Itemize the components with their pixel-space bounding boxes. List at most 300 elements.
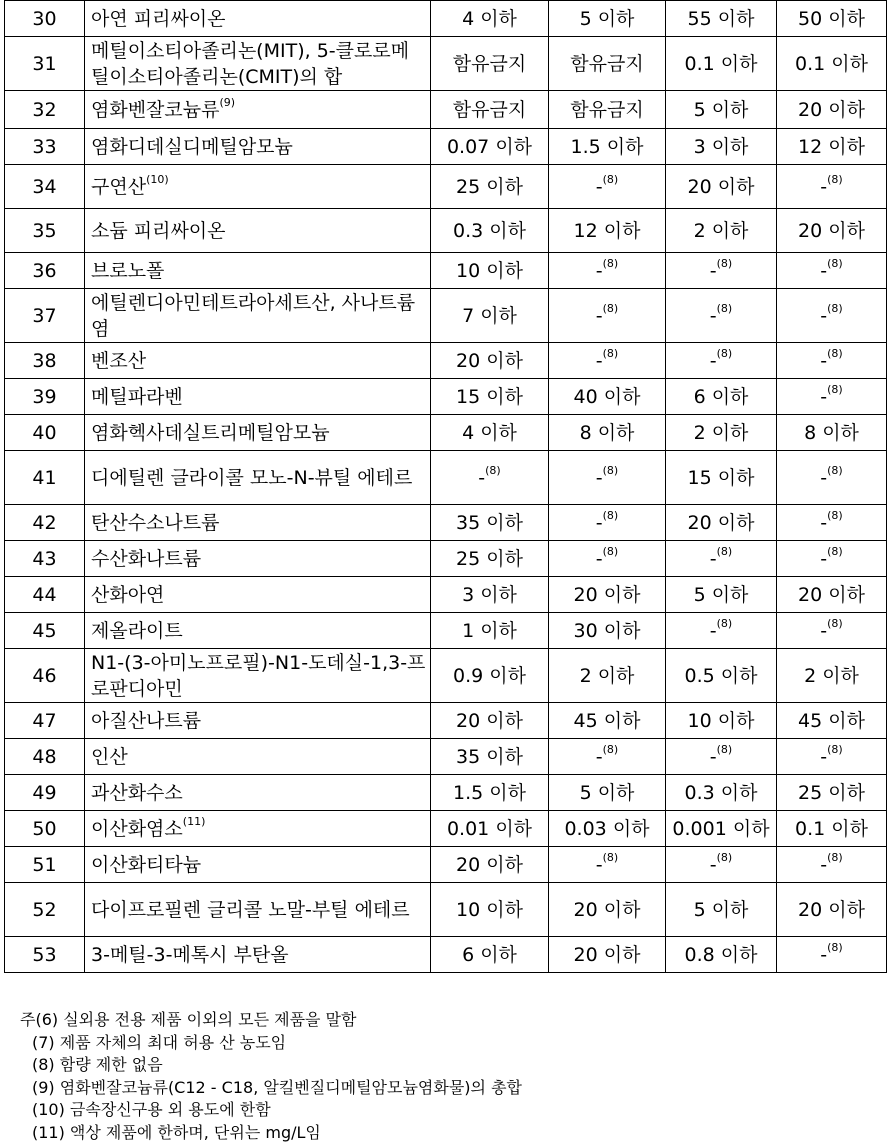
- substance-name-cell: [85, 129, 431, 165]
- limit-value-cell: [431, 577, 549, 613]
- limit-value-cell: [431, 37, 549, 91]
- limit-value-cell: [666, 451, 777, 505]
- limit-value: 50 이하: [798, 7, 865, 30]
- row-number: 53: [5, 937, 85, 973]
- substance-name-cell: [85, 577, 431, 613]
- row-number: 50: [5, 811, 85, 847]
- footnote-ref: (8): [716, 545, 733, 559]
- limit-value: 25 이하: [798, 781, 865, 804]
- footnote-ref: (8): [827, 347, 843, 361]
- limit-value-cell: [777, 379, 887, 415]
- footnote-ref: (8): [602, 509, 619, 523]
- footnote-ref: (8): [827, 383, 843, 397]
- limit-value-cell: [777, 847, 887, 883]
- limit-value: 0.9 이하: [453, 664, 526, 687]
- limit-value-cell: [549, 937, 666, 973]
- no-limit-dash: -: [595, 175, 603, 198]
- no-limit-dash: -: [820, 547, 828, 570]
- limit-value-cell: [431, 1, 549, 37]
- limit-value-cell: [431, 165, 549, 209]
- footnote-ref: (8): [716, 617, 733, 631]
- no-limit-dash: -: [820, 745, 828, 768]
- limit-value-cell: [549, 415, 666, 451]
- limit-value-cell: [777, 811, 887, 847]
- footnote-11: (11) 액상 제품에 한하며, 단위는 mg/L임: [32, 1122, 321, 1142]
- row-number: 41: [5, 451, 85, 505]
- limit-value: 25 이하: [456, 547, 523, 570]
- limit-value: 2 이하: [804, 664, 859, 687]
- limit-value-cell: [431, 451, 549, 505]
- limit-value-cell: [666, 577, 777, 613]
- table-row: [5, 739, 887, 775]
- limit-value-cell: [431, 91, 549, 129]
- table-row: [5, 811, 887, 847]
- limit-value-cell: [777, 451, 887, 505]
- limit-value: 15 이하: [456, 385, 523, 408]
- substance-name-cell: [85, 775, 431, 811]
- table-row: [5, 847, 887, 883]
- limit-value-cell: [549, 379, 666, 415]
- limit-value: 0.07 이하: [446, 135, 533, 158]
- substance-name: 과산화수소: [91, 781, 183, 804]
- limit-value-cell: [549, 37, 666, 91]
- table-row: [5, 37, 887, 91]
- substance-name: 수산화나트륨: [91, 547, 202, 570]
- no-limit-dash: -: [595, 853, 603, 876]
- footnote-ref: (8): [602, 257, 619, 271]
- footnote-9: (9) 염화벤잘코늄류(C12 - C18, 알킬벤질디메틸암모늄염화물)의 총합: [32, 1077, 522, 1097]
- limit-value-cell: [666, 703, 777, 739]
- limit-value-cell: [777, 937, 887, 973]
- limit-value: 2 이하: [579, 664, 635, 687]
- limit-value: 20 이하: [798, 219, 865, 242]
- limit-value: 35 이하: [456, 511, 523, 534]
- limit-value: 8 이하: [579, 421, 635, 444]
- substance-name: 벤조산: [91, 349, 147, 372]
- substance-name-cell: [85, 253, 431, 289]
- row-number: 45: [5, 613, 85, 649]
- limit-value: 0.1 이하: [795, 817, 868, 840]
- no-limit-dash: -: [820, 349, 828, 372]
- limit-value: 5 이하: [579, 7, 635, 30]
- row-number: 31: [5, 37, 85, 91]
- table-row: [5, 541, 887, 577]
- limit-value-cell: [777, 1, 887, 37]
- limit-value-cell: [431, 129, 549, 165]
- limit-value: 55 이하: [687, 7, 755, 30]
- limit-value-cell: [431, 415, 549, 451]
- footnote-7: (7) 제품 자체의 최대 허용 산 농도임: [32, 1032, 287, 1052]
- no-limit-dash: -: [595, 349, 603, 372]
- row-number: 39: [5, 379, 85, 415]
- table-row: [5, 91, 887, 129]
- limit-value-cell: [549, 1, 666, 37]
- substance-name: 디에틸렌 글라이콜 모노-N-뷰틸 에테르: [91, 466, 413, 489]
- limit-value-cell: [549, 577, 666, 613]
- no-limit-dash: -: [709, 745, 717, 768]
- row-number: 40: [5, 415, 85, 451]
- limit-value-cell: [777, 883, 887, 937]
- limit-value: 10 이하: [687, 709, 755, 732]
- no-limit-dash: -: [709, 853, 717, 876]
- substance-name-cell: [85, 883, 431, 937]
- substance-name-cell: [85, 415, 431, 451]
- no-limit-dash: -: [820, 175, 828, 198]
- table-row: [5, 649, 887, 703]
- limit-value: 20 이하: [573, 943, 641, 966]
- limit-value: 20 이하: [573, 898, 641, 921]
- limit-value-cell: [431, 703, 549, 739]
- limit-value-cell: [431, 253, 549, 289]
- limit-value: 20 이하: [687, 511, 755, 534]
- table-row: [5, 703, 887, 739]
- limit-value: 함유금지: [570, 52, 644, 75]
- table-row: [5, 577, 887, 613]
- limit-value-cell: [777, 541, 887, 577]
- no-limit-dash: -: [820, 511, 828, 534]
- footnote-ref: (8): [602, 347, 619, 361]
- limit-value: 함유금지: [452, 98, 527, 121]
- no-limit-dash: -: [709, 619, 717, 642]
- table-row: [5, 415, 887, 451]
- limit-value: 3 이하: [462, 583, 517, 606]
- substance-name: 이산화티타늄: [91, 853, 202, 876]
- limit-value-cell: [549, 703, 666, 739]
- limit-value: 7 이하: [462, 304, 517, 327]
- limit-value-cell: [777, 577, 887, 613]
- row-number: 36: [5, 253, 85, 289]
- footnote-ref: (8): [602, 743, 619, 757]
- limit-value: 25 이하: [456, 175, 523, 198]
- substance-name: 에틸렌디아민테트라아세트산, 사나트륨염: [91, 291, 416, 340]
- no-limit-dash: -: [820, 385, 828, 408]
- limit-value: 0.03 이하: [564, 817, 650, 840]
- substance-name: 아연 피리싸이온: [91, 7, 226, 30]
- limit-value-cell: [777, 209, 887, 253]
- limit-value-cell: [666, 37, 777, 91]
- no-limit-dash: -: [595, 745, 603, 768]
- limit-value: 1.5 이하: [570, 135, 644, 158]
- row-number: 35: [5, 209, 85, 253]
- limit-value: 20 이하: [798, 583, 865, 606]
- row-number: 43: [5, 541, 85, 577]
- footnote-ref: (8): [602, 851, 619, 865]
- limit-value-cell: [549, 165, 666, 209]
- limit-value: 20 이하: [456, 709, 523, 732]
- no-limit-dash: -: [820, 259, 828, 282]
- no-limit-dash: -: [709, 547, 717, 570]
- limit-value-cell: [777, 253, 887, 289]
- no-limit-dash: -: [595, 547, 603, 570]
- limit-value: 20 이하: [456, 853, 523, 876]
- substance-name: 인산: [91, 745, 128, 768]
- limit-value-cell: [666, 129, 777, 165]
- limit-value: 함유금지: [452, 52, 527, 75]
- limit-value-cell: [666, 91, 777, 129]
- limit-value: 10 이하: [456, 259, 523, 282]
- row-number: 34: [5, 165, 85, 209]
- limit-value-cell: [666, 883, 777, 937]
- footnote-ref: (8): [827, 302, 843, 316]
- limit-value: 6 이하: [462, 943, 517, 966]
- no-limit-dash: -: [820, 304, 828, 327]
- row-number: 44: [5, 577, 85, 613]
- substance-name: 이산화염소: [91, 817, 183, 840]
- limit-value: 0.1 이하: [684, 52, 758, 75]
- substance-name: 메틸이소티아졸리논(MIT), 5-클로로메틸이소티아졸리논(CMIT)의 합: [91, 39, 410, 88]
- limit-value-cell: [666, 775, 777, 811]
- limit-value: 0.001 이하: [672, 817, 770, 840]
- limit-value: 45 이하: [573, 709, 641, 732]
- footnote-ref: (8): [716, 851, 733, 865]
- row-number: 32: [5, 91, 85, 129]
- table-row: [5, 129, 887, 165]
- limit-value: 3 이하: [693, 135, 749, 158]
- limit-value: 4 이하: [462, 7, 517, 30]
- row-number: 48: [5, 739, 85, 775]
- limit-value-cell: [777, 505, 887, 541]
- limit-value-cell: [549, 505, 666, 541]
- limit-value: 함유금지: [570, 98, 644, 121]
- footnote-10: (10) 금속장신구용 외 용도에 한함: [32, 1100, 271, 1119]
- footnote-ref: (8): [827, 941, 843, 955]
- substance-name-cell: [85, 847, 431, 883]
- row-number: 46: [5, 649, 85, 703]
- no-limit-dash: -: [820, 943, 828, 966]
- limit-value-cell: [431, 209, 549, 253]
- substance-name-cell: [85, 1, 431, 37]
- limit-value-cell: [431, 343, 549, 379]
- footnote-ref: (8): [602, 464, 619, 478]
- substance-name: 염화디데실디메틸암모늄: [91, 135, 293, 158]
- limit-value: 12 이하: [798, 135, 865, 158]
- no-limit-dash: -: [709, 349, 717, 372]
- table-row: [5, 165, 887, 209]
- footnote-ref: (8): [827, 617, 843, 631]
- substance-name: 산화아연: [91, 583, 165, 606]
- limit-value: 5 이하: [693, 898, 749, 921]
- footnote-ref: (8): [485, 464, 501, 478]
- substance-name-cell: [85, 343, 431, 379]
- limit-value: 6 이하: [693, 385, 749, 408]
- table-row: [5, 451, 887, 505]
- limit-value: 10 이하: [456, 898, 523, 921]
- limit-value-cell: [666, 613, 777, 649]
- footnote-ref: (10): [146, 173, 169, 187]
- limit-value-cell: [549, 541, 666, 577]
- limit-value-cell: [666, 739, 777, 775]
- limit-value-cell: [666, 505, 777, 541]
- limit-value-cell: [549, 253, 666, 289]
- footnote-ref: (8): [827, 743, 843, 757]
- limit-value: 20 이하: [798, 898, 865, 921]
- limit-value: 0.3 이하: [453, 219, 526, 242]
- row-number: 33: [5, 129, 85, 165]
- limit-value: 15 이하: [687, 466, 755, 489]
- footnotes: [20, 1009, 880, 1144]
- limit-value-cell: [549, 649, 666, 703]
- table-row: [5, 379, 887, 415]
- substance-limit-table: [4, 0, 887, 973]
- row-number: 52: [5, 883, 85, 937]
- limit-value-cell: [549, 91, 666, 129]
- limit-value: 2 이하: [693, 219, 749, 242]
- footnote-ref: (8): [602, 173, 619, 187]
- limit-value-cell: [666, 343, 777, 379]
- footnote-ref: (8): [716, 302, 733, 316]
- limit-value-cell: [666, 253, 777, 289]
- limit-value-cell: [777, 703, 887, 739]
- no-limit-dash: -: [820, 619, 828, 642]
- substance-name-cell: [85, 739, 431, 775]
- table-row: [5, 1, 887, 37]
- limit-value-cell: [431, 379, 549, 415]
- limit-value: 0.3 이하: [684, 781, 758, 804]
- limit-value-cell: [549, 847, 666, 883]
- substance-name-cell: [85, 937, 431, 973]
- substance-name: 제올라이트: [91, 619, 183, 642]
- limit-value-cell: [431, 649, 549, 703]
- no-limit-dash: -: [595, 304, 603, 327]
- limit-value-cell: [777, 91, 887, 129]
- limit-value-cell: [549, 289, 666, 343]
- limit-value: 4 이하: [462, 421, 517, 444]
- table-body: [5, 1, 887, 973]
- substance-name-cell: [85, 289, 431, 343]
- table-row: [5, 937, 887, 973]
- limit-value: 2 이하: [693, 421, 749, 444]
- limit-value-cell: [777, 165, 887, 209]
- limit-value-cell: [431, 775, 549, 811]
- limit-value-cell: [777, 415, 887, 451]
- limit-value-cell: [777, 343, 887, 379]
- row-number: 30: [5, 1, 85, 37]
- limit-value-cell: [549, 739, 666, 775]
- limit-value-cell: [666, 1, 777, 37]
- limit-value: 1 이하: [462, 619, 517, 642]
- limit-value-cell: [431, 505, 549, 541]
- no-limit-dash: -: [478, 466, 486, 489]
- substance-name: 염화벤잘코늄류: [91, 98, 220, 121]
- limit-value: 45 이하: [798, 709, 865, 732]
- limit-value-cell: [431, 541, 549, 577]
- footnote-ref: (8): [827, 509, 843, 523]
- limit-value-cell: [777, 775, 887, 811]
- footnote-ref: (8): [827, 464, 843, 478]
- substance-name-cell: [85, 209, 431, 253]
- limit-value-cell: [431, 289, 549, 343]
- limit-value: 0.1 이하: [795, 52, 868, 75]
- table-row: [5, 209, 887, 253]
- limit-value-cell: [777, 613, 887, 649]
- limit-value-cell: [666, 847, 777, 883]
- limit-value-cell: [549, 883, 666, 937]
- table-row: [5, 343, 887, 379]
- limit-value-cell: [666, 165, 777, 209]
- footnote-8: (8) 함량 제한 없음: [32, 1055, 163, 1074]
- limit-value: 1.5 이하: [453, 781, 526, 804]
- limit-value: 40 이하: [573, 385, 641, 408]
- limit-value-cell: [431, 847, 549, 883]
- limit-value: 20 이하: [798, 98, 865, 121]
- limit-value-cell: [549, 775, 666, 811]
- footnote-ref: (8): [827, 851, 843, 865]
- table-row: [5, 883, 887, 937]
- limit-value-cell: [777, 739, 887, 775]
- footnote-ref: (11): [182, 815, 206, 829]
- row-number: 49: [5, 775, 85, 811]
- limit-value-cell: [666, 415, 777, 451]
- no-limit-dash: -: [595, 259, 603, 282]
- limit-value-cell: [431, 883, 549, 937]
- limit-value-cell: [431, 937, 549, 973]
- table-row: [5, 613, 887, 649]
- limit-value-cell: [549, 343, 666, 379]
- substance-name-cell: [85, 91, 431, 129]
- limit-value-cell: [666, 649, 777, 703]
- limit-value-cell: [549, 129, 666, 165]
- no-limit-dash: -: [820, 853, 828, 876]
- limit-value-cell: [666, 379, 777, 415]
- substance-name-cell: [85, 165, 431, 209]
- limit-value-cell: [431, 811, 549, 847]
- substance-name-cell: [85, 505, 431, 541]
- row-number: 38: [5, 343, 85, 379]
- substance-name: 메틸파라벤: [91, 385, 183, 408]
- limit-value: 30 이하: [573, 619, 641, 642]
- substance-name-cell: [85, 811, 431, 847]
- limit-value: 0.8 이하: [684, 943, 758, 966]
- footnote-ref: (8): [716, 347, 733, 361]
- limit-value: 8 이하: [804, 421, 859, 444]
- substance-name: 탄산수소나트륨: [91, 511, 220, 534]
- no-limit-dash: -: [820, 466, 828, 489]
- footnote-ref: (9): [219, 96, 236, 110]
- limit-value: 12 이하: [573, 219, 641, 242]
- footnote-ref: (8): [602, 302, 619, 316]
- limit-value-cell: [777, 289, 887, 343]
- limit-value: 0.01 이하: [446, 817, 533, 840]
- limit-value-cell: [431, 739, 549, 775]
- limit-value: 20 이하: [573, 583, 641, 606]
- limit-value-cell: [549, 209, 666, 253]
- limit-value-cell: [666, 541, 777, 577]
- table-row: [5, 775, 887, 811]
- footnote-6: 주(6) 실외용 전용 제품 이외의 모든 제품을 말함: [20, 1010, 357, 1029]
- footnote-ref: (8): [827, 545, 843, 559]
- substance-name: 소듐 피리싸이온: [91, 219, 226, 242]
- limit-value: 5 이하: [579, 781, 635, 804]
- substance-name: 구연산: [91, 175, 147, 198]
- row-number: 37: [5, 289, 85, 343]
- limit-value-cell: [549, 613, 666, 649]
- limit-value-cell: [666, 289, 777, 343]
- limit-value: 20 이하: [687, 175, 755, 198]
- footnote-ref: (8): [827, 173, 843, 187]
- limit-value-cell: [431, 613, 549, 649]
- limit-value-cell: [666, 209, 777, 253]
- table-row: [5, 253, 887, 289]
- footnote-ref: (8): [716, 743, 733, 757]
- row-number: 47: [5, 703, 85, 739]
- limit-value-cell: [549, 451, 666, 505]
- substance-name: N1-(3-아미노프로필)-N1-도데실-1,3-프로판디아민: [91, 651, 426, 700]
- substance-name-cell: [85, 379, 431, 415]
- table-row: [5, 289, 887, 343]
- limit-value-cell: [777, 37, 887, 91]
- limit-value: 0.5 이하: [684, 664, 758, 687]
- substance-name-cell: [85, 613, 431, 649]
